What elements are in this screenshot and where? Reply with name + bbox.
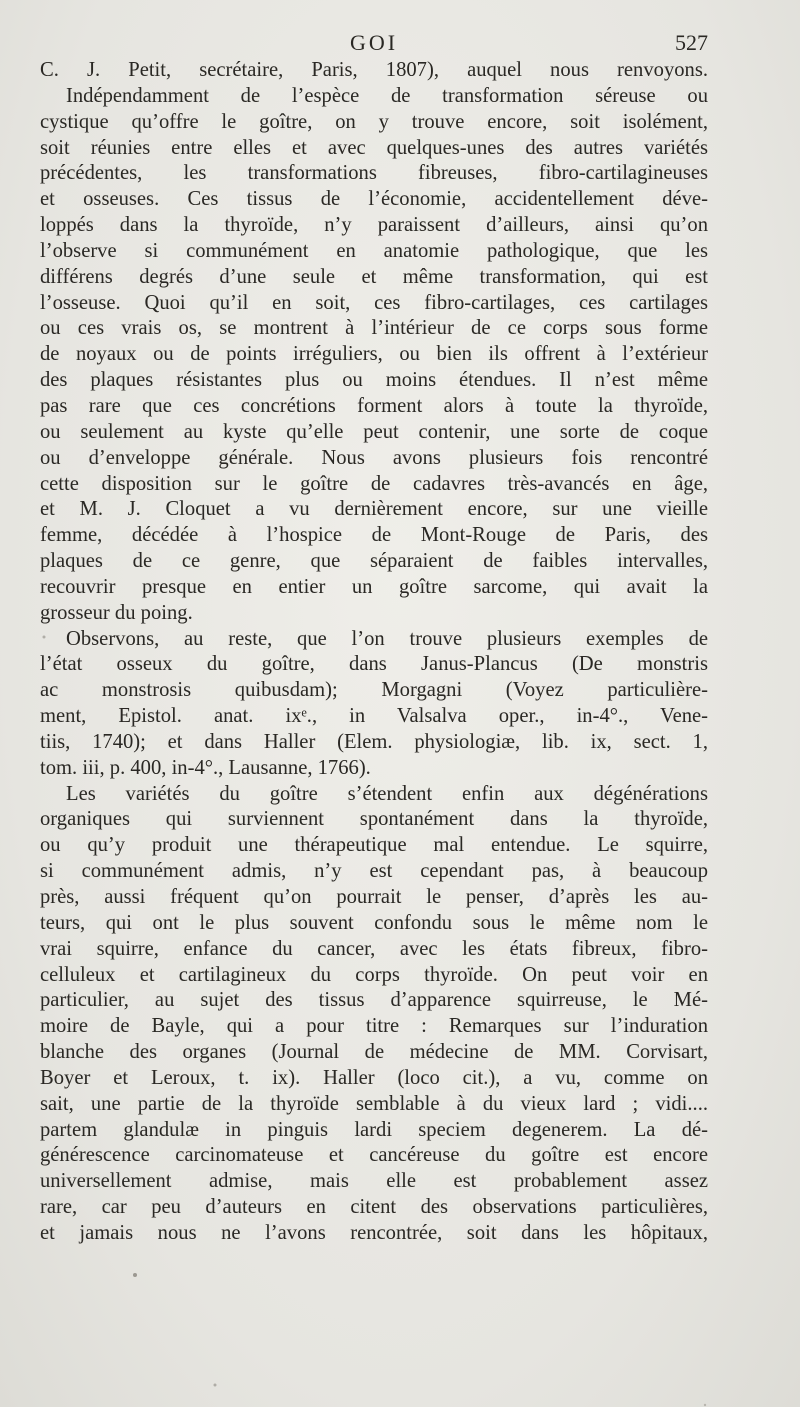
text-line: générescence carcinomateuse et cancéreuse du goître est encore (40, 1144, 708, 1167)
text-line: universellement admise, mais elle est probablement assez (40, 1170, 708, 1193)
text-line: l’osseuse. Quoi qu’il en soit, ces fibro-cartilages, ces cartilages (40, 291, 708, 314)
text-line: près, aussi fréquent qu’on pourrait le penser, d’après les au- (40, 886, 708, 908)
text-line: Indépendamment de l’espèce de transformation séreuse ou (66, 84, 708, 107)
text-line: des plaques résistantes plus ou moins étendues. Il n’est même (40, 369, 708, 392)
text-line: particulier, au sujet des tissus d’apparence squirreuse, le Mé- (40, 989, 708, 1012)
text-line: blanche des organes (Journal de médecine de MM. Corvisart, (40, 1041, 708, 1064)
running-head: GOI (349, 30, 399, 55)
text-line: l’observe si communément en anatomie pathologique, que les (40, 239, 708, 262)
text-line: ac monstrosis quibusdam); Morgagni (Voyez particulière- (40, 679, 708, 702)
text-line: et M. J. Cloquet a vu dernièrement encore, sur une vieille (40, 498, 708, 521)
text-line: teurs, qui ont le plus souvent confondu sous le même nom le (40, 911, 708, 934)
text-line: sait, une partie de la thyroïde semblable à du vieux lard ; vidi.... (40, 1092, 708, 1115)
text-line: ou seulement au kyste qu’elle peut contenir, une sorte de coque (40, 420, 708, 443)
text-line: ou qu’y produit une thérapeutique mal entendue. Le squirre, (40, 834, 708, 857)
text-line: moire de Bayle, qui a pour titre : Remarques sur l’induration (40, 1015, 708, 1038)
text-line: cystique qu’offre le goître, on y trouve encore, soit isolément, (40, 110, 708, 133)
text-line: si communément admis, n’y est cependant pas, à beaucoup (40, 860, 708, 883)
text-line: C. J. Petit, secrétaire, Paris, 1807), auquel nous renvoyons. (40, 59, 708, 81)
text-line: plaques de ce genre, que séparaient de faibles intervalles, (40, 550, 708, 573)
text-line: précédentes, les transformations fibreuses, fibro-cartilagineuses (40, 162, 708, 185)
text-line: grosseur du poing. (40, 601, 193, 624)
text-line: cette disposition sur le goître de cadavres très-avancés en âge, (40, 472, 708, 495)
text-line: ou d’enveloppe générale. Nous avons plusieurs fois rencontré (40, 446, 708, 469)
text-line: celluleux et cartilagineux du corps thyroïde. On peut voir en (40, 963, 708, 986)
text-line: partem glandulæ in pinguis lardi speciem degenerem. La dé- (40, 1118, 708, 1141)
text-line: femme, décédée à l’hospice de Mont-Rouge de Paris, des (40, 524, 708, 547)
text-line: loppés dans la thyroïde, n’y paraissent d’ailleurs, ainsi qu’on (40, 214, 708, 237)
text-line: différens degrés d’une seule et même transformation, qui est (40, 265, 708, 288)
text-line: tom. iii, p. 400, in-4°., Lausanne, 1766). (40, 756, 371, 779)
text-line: soit réunies entre elles et avec quelques-unes des autres variétés (40, 136, 708, 159)
text-line: l’état osseux du goître, dans Janus-Plancus (De monstris (40, 653, 708, 676)
text-line: pas rare que ces concrétions forment alors à toute la thyroïde, (40, 394, 708, 417)
text-line: de noyaux ou de points irréguliers, ou bien ils offrent à l’extérieur (40, 343, 708, 366)
text-line: rare, car peu d’auteurs en citent des observations particulières, (40, 1196, 708, 1219)
text-line: Observons, au reste, que l’on trouve plusieurs exemples de (66, 627, 708, 650)
page-number: 527 (675, 30, 708, 55)
text-line: vrai squirre, enfance du cancer, avec les états fibreux, fibro- (40, 937, 708, 960)
text-line: ment, Epistol. anat. ixᵉ., in Valsalva oper., in-4°., Vene- (40, 705, 708, 728)
text-line: recouvrir presque en entier un goître sarcome, qui avait la (40, 575, 708, 598)
text-line: ou ces vrais os, se montrent à l’intérieur de ce corps sous forme (40, 317, 708, 340)
text-line: et osseuses. Ces tissus de l’économie, accidentellement déve- (40, 188, 708, 211)
text-line: Les variétés du goître s’étendent enfin aux dégénérations (66, 782, 708, 805)
text-line: organiques qui surviennent spontanément dans la thyroïde, (40, 808, 708, 831)
text-line: Boyer et Leroux, t. ix). Haller (loco cit.), a vu, comme on (40, 1066, 708, 1089)
text-line: et jamais nous ne l’avons rencontrée, soit dans les hôpitaux, (40, 1221, 708, 1244)
text-line: tiis, 1740); et dans Haller (Elem. physiologiæ, lib. ix, sect. 1, (40, 730, 708, 753)
